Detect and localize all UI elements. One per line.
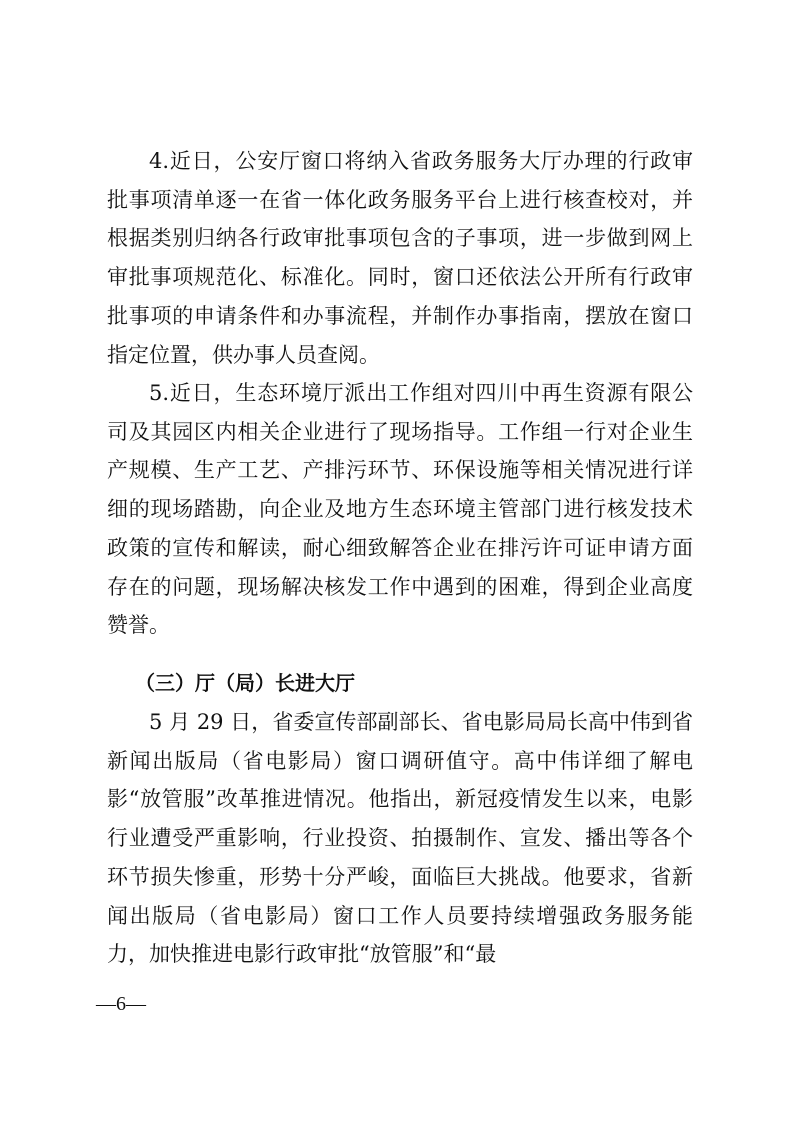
page-number: —6—	[96, 993, 146, 1015]
paragraph-item-4: 4.近日，公安厅窗口将纳入省政务服务大厅办理的行政审批事项清单逐一在省一体化政务服务平台上进行核查校对，并根据类别归纳各行政审批事项包含的子事项，进一步做到网上审批事项规范化、标准化。同时，窗口还依法公开所有行政审批事项的申请条件和办事流程，并制作办事指南，摆放在窗口指定位置，供办事人员查阅。	[107, 149, 693, 367]
section-paragraph: 5 月 29 日，省委宣传部副部长、省电影局局长高中伟到省新闻出版局（省电影局）窗口调研值守。高中伟详细了解电影“放管服”改革推进情况。他指出，新冠疫情发生以来，电影行业遭受严重影响，行业投资、拍摄制作、宣发、播出等各个环节损失惨重，形势十分严峻，面临巨大挑战。他要求，省新闻出版局（省电影局）窗口工作人员要持续增强政务服务能力，加快推进电影行政审批“放管服”和“最	[107, 710, 693, 967]
paragraph-item-5: 5.近日，生态环境厅派出工作组对四川中再生资源有限公司及其园区内相关企业进行了现场指导。工作组一行对企业生产规模、生产工艺、产排污环节、环保设施等相关情况进行详细的现场踏勘，向企业及地方生态环境主管部门进行核发技术政策的宣传和解读，耐心细致解答企业在排污许可证申请方面存在的问题，现场解决核发工作中遇到的困难，得到企业高度赞誉。	[107, 381, 693, 638]
section-heading: （三）厅（局）长进大厅	[135, 671, 355, 695]
